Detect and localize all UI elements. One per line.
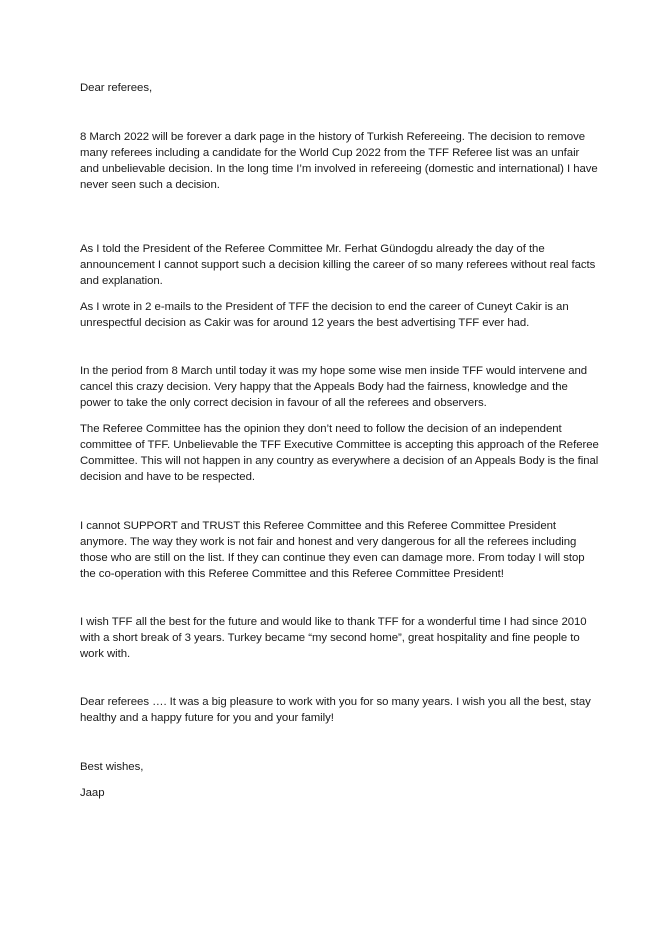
letter-body (80, 80, 600, 801)
letter-signature: Jaap (80, 787, 105, 799)
letter-paragraph: I wish TFF all the best for the future and would like to thank TFF for a wonderful time I had since 2010 with a short break of 3 years. Turkey became “my second home”, great hospitality and fine people to work with. (80, 616, 587, 660)
letter-paragraph: In the period from 8 March until today it was my hope some wise men inside TFF would intervene and cancel this crazy decision. Very happy that the Appeals Body had the fairness, knowledge and the power to take the only correct decision in favour of all the referees and observers. (80, 365, 588, 409)
letter-paragraph: 8 March 2022 will be forever a dark page in the history of Turkish Refereeing. The decision to remove many referees including a candidate for the World Cup 2022 from the TFF Referee list was an unfair and unbelievable decision. In the long time I’m involved in refereeing (domestic and international) I have never seen such a decision. (80, 131, 598, 191)
letter-paragraph: As I told the President of the Referee Committee Mr. Ferhat Gündogdu already the day of the announcement I cannot support such a decision killing the career of so many referees without real facts and explanation. (80, 243, 596, 287)
letter-paragraph: The Referee Committee has the opinion they don’t need to follow the decision of an independent committee of TFF. Unbelievable the TFF Executive Committee is accepting this approach of the Referee Committee. This will not happen in any country as everywhere a decision of an Appeals Body is the final decision and have to be respected. (80, 423, 599, 483)
letter-greeting: Dear referees, (80, 82, 153, 94)
letter-paragraph: I cannot SUPPORT and TRUST this Referee Committee and this Referee Committee President anymore. The way they work is not fair and honest and very dangerous for all the referees including those who are still on the list. If they can continue they even can damage more. From today I will stop the co-operation with this Referee Committee and this Referee Committee President! (80, 520, 585, 580)
letter-paragraph: As I wrote in 2 e-mails to the President of TFF the decision to end the career of Cuneyt Cakir is an unrespectful decision as Cakir was for around 12 years the best advertising TFF ever had. (80, 301, 569, 329)
letter-closing: Best wishes, (80, 761, 144, 773)
letter-paragraph: Dear referees …. It was a big pleasure to work with you for so many years. I wish you all the best, stay healthy and a happy future for you and your family! (80, 696, 591, 724)
